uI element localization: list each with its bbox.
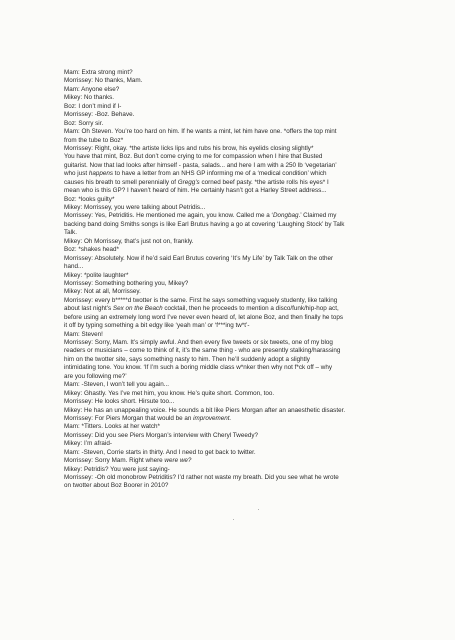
dialogue-line [64,466,402,474]
line-text: who just [64,170,89,178]
dialogue-line [64,137,402,145]
line-text: Mikey: I’m afraid- [64,440,112,448]
dialogue-line [64,272,402,280]
dialogue-line [64,314,402,322]
line-text: Morrissey: No thanks, Mam. [64,77,143,85]
line-text: corned beef pasty. *the artiste rolls his eyes* I [199,178,329,186]
line-text: before using an extremely long word I’ve never even heard of, let alone Boz, and then finally he tops [64,313,343,321]
dialogue-line [64,179,402,187]
line-text: Mam: Steven! [64,330,103,338]
dialogue-line [64,280,402,288]
dialogue-line [64,153,402,161]
italic-text: Gregg’s [177,178,200,186]
dialogue-line [64,288,402,296]
line-text: .’ Claimed my [298,212,337,220]
dialogue-line [64,238,402,246]
dialogue-line [64,94,402,102]
line-text: Mam: Extra strong mint? [64,69,133,76]
line-text: intimidating tone. You know. ‘If I’m such a boring middle class w*nker then why not f*ck off – why [64,364,332,372]
line-text: it off by typing something a bit edgy like ‘yeah man’ or ‘f***ing tw*t’- [64,322,250,330]
line-text: Talk. [64,229,77,237]
line-text: Morrissey: Absolutely. Now if he’d said Earl Brutus covering ‘It’s My Life’ by Talk Talk on the other [64,254,334,262]
dialogue-line [64,187,402,195]
line-text: about last night’s [64,305,113,313]
dialogue-line [64,364,402,372]
dialogue-line [64,69,402,77]
dialogue-line [64,381,402,389]
line-text: Boz: *shakes head* [64,246,119,254]
line-text: Morrissey: For Piers Morgan that would be an [64,414,194,422]
dialogue-line [64,423,402,431]
line-text: Morrissey: He looks short. Hirsute too... [64,398,175,406]
dialogue-line [64,339,402,347]
line-text: hand... [64,263,84,271]
line-text: Morrissey: Did you see Piers Morgan’s interview with Cheryl Tweedy? [64,431,258,439]
line-text: Mam: Anyone else? [64,85,120,93]
dialogue-line [64,305,402,313]
dialogue-line [64,297,402,305]
dialogue-line [64,196,402,204]
line-text: Morrissey: Sorry Mam. Right where [64,457,165,465]
line-text: are you following me?’ [64,372,127,380]
dialogue-line [64,221,402,229]
line-text: Mam: -Steven, I won’t tell you again... [64,381,169,389]
dialogue-line [64,474,402,482]
dialogue-line [64,162,402,170]
line-text: from the tube to Boz* [64,136,124,144]
line-text: mean who is this GP? I haven’t heard of him. He certainly hasn’t got a Harley Street address... [64,187,327,195]
line-text: Morrissey: -Oh old monobrow Petriditis? I’d rather not waste my breath. Did you see what he wrote [64,474,339,481]
line-text: Morrissey: Yes, Petriditis. He mentioned me again, you know. Called me a ‘ [64,212,273,220]
dialogue-text [64,69,402,491]
dialogue-line [64,373,402,381]
dialogue-line [64,440,402,448]
line-text: Morrissey: -Boz. Behave. [64,111,135,119]
dialogue-line [64,415,402,423]
dialogue-line [64,103,402,111]
dialogue-line [64,331,402,339]
dialogue-line [64,263,402,271]
line-text: Mam: *Titters. Looks at her watch* [64,423,161,431]
line-text: causes his breath to smell perennially of [64,178,178,186]
dialogue-line [64,398,402,406]
dialogue-line [64,482,402,490]
line-text: Mikey: Oh Morrissey, that’s just not on, frankly. [64,237,194,245]
dialogue-line [64,432,402,440]
scan-speck [233,519,234,520]
dialogue-line [64,449,402,457]
line-text: Morrissey: Sorry, Mam. It’s simply awful. And then every five tweets or six tweets, one of my blog [64,339,333,346]
line-text: Morrissey: every b*****d twotter is the same. First he says something vaguely studenty, like talking [64,296,338,304]
line-text: Mikey: Petridis? You were just saying- [64,465,170,473]
line-text: to have a letter from an NHS GP informing me of a ‘medical condition’ which [113,170,327,178]
line-text: Mikey: He has an unappealing voice. He sounds a bit like Piers Morgan after an anaesthetic disaster. [64,406,346,414]
dialogue-line [64,212,402,220]
dialogue-line [64,229,402,237]
line-text: Boz: Sorry sir. [64,119,104,127]
line-text: Mikey: Ghastly. Yes I’ve met him, you know. He’s quite short. Common, too. [64,389,275,397]
line-text: him on the twotter site, says something nasty to him. Then he’ll suddenly adopt a slightly [64,355,310,363]
line-text: Mam: -Steven, Corrie starts in thirty. And I need to get back to twitter. [64,448,256,456]
dialogue-line [64,77,402,85]
dialogue-line [64,457,402,465]
dialogue-line [64,86,402,94]
dialogue-line [64,128,402,136]
scan-speck [258,509,259,510]
line-text: You have that mint, Boz. But don’t come crying to me for compassion when I hire that Busted [64,153,323,161]
line-text: Mikey: No thanks. [64,94,115,102]
italic-text: happens [88,170,114,178]
italic-text: Sex on the Beach [112,305,163,313]
italic-text: were we? [164,457,192,465]
line-text: Morrissey: Right, okay. *the artiste licks lips and rubs his brow, his eyelids closing slightly* [64,144,314,152]
dialogue-line [64,347,402,355]
dialogue-line [64,120,402,128]
line-text: guitarist. Now that lad looks after himself - pasta, salads... and here I am with a 250 lb ‘vegetarian’ [64,161,337,169]
italic-text: improvement. [193,414,232,422]
line-text: Boz: I don’t mind if I- [64,102,122,110]
line-text: Boz: *looks guilty* [64,195,115,203]
dialogue-line [64,356,402,364]
dialogue-line [64,407,402,415]
line-text: backing band doing Smiths songs is like Earl Brutus having a go at covering ‘Laughing Stock’ by Talk [64,220,345,228]
line-text: Mikey: Morrissey, you were talking about Petridis... [64,204,206,211]
line-text: cocktail, then he proceeds to mention a disco/funk/hip-hop act, [162,305,339,313]
italic-text: Dongbag [272,212,299,220]
dialogue-line [64,255,402,263]
line-text: readers or musicians – come to think of it, it’s the same thing - who are presently stalking/harassing [64,347,341,355]
dialogue-line [64,170,402,178]
dialogue-line [64,204,402,212]
line-text: Mikey: *polite laughter* [64,271,129,279]
dialogue-line [64,145,402,153]
dialogue-line [64,322,402,330]
line-text: Morrissey: Something bothering you, Mikey? [64,279,189,287]
dialogue-line [64,246,402,254]
line-text: Mam: Oh Steven. You’re too hard on him. If he wants a mint, let him have one. *offers the top mint [64,128,337,136]
dialogue-line [64,390,402,398]
line-text: on twotter about Boz Boorer in 2010? [64,482,169,490]
dialogue-line [64,111,402,119]
line-text: Mikey: Not at all, Morrissey. [64,288,141,296]
